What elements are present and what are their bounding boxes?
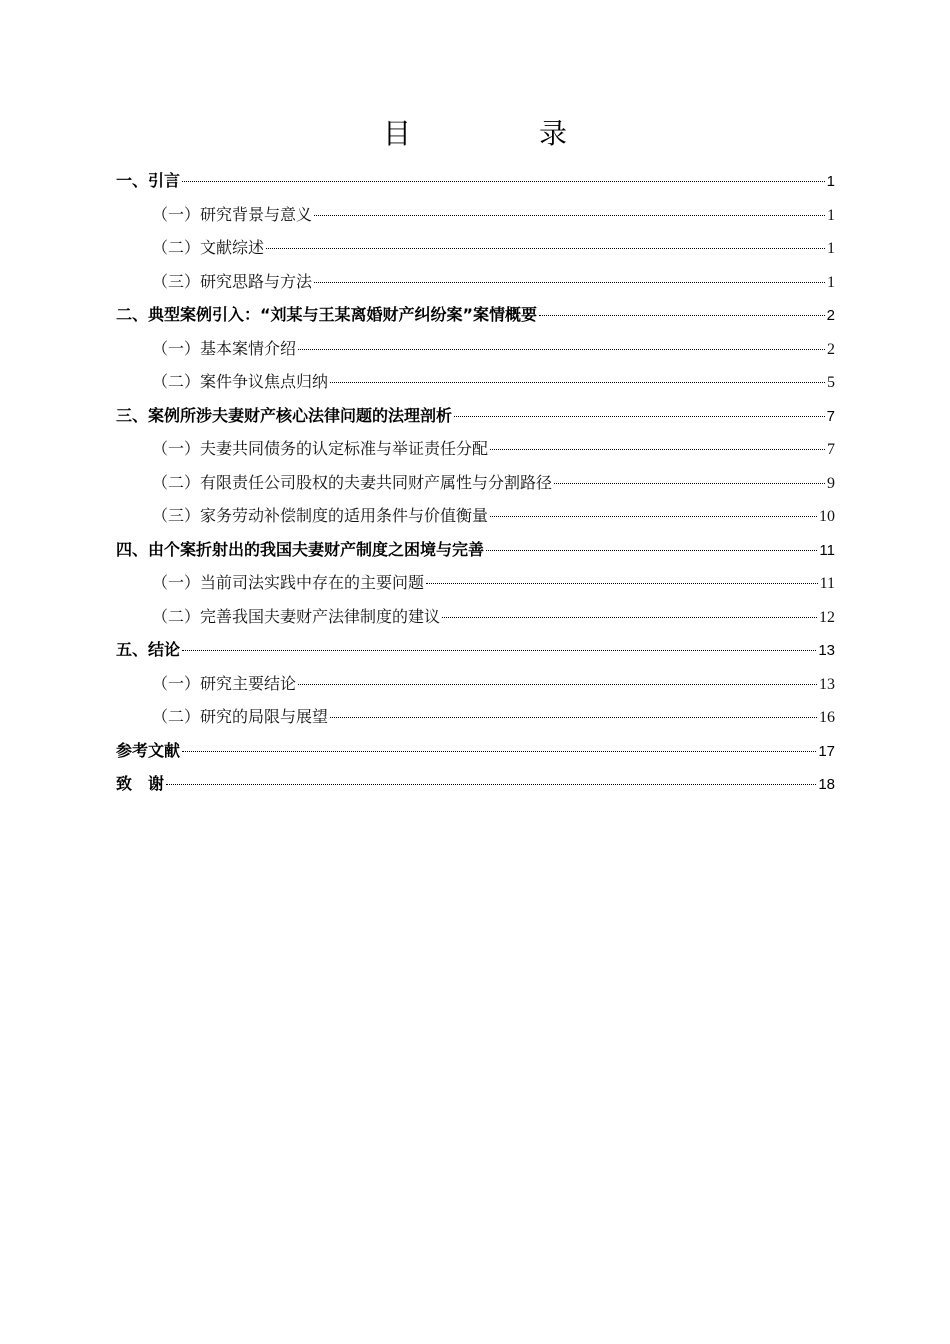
toc-leader-dots xyxy=(298,684,817,685)
toc-entry[interactable] xyxy=(116,566,835,600)
toc-entry-page: 1 xyxy=(826,173,835,190)
toc-entry-label: （三）研究思路与方法 xyxy=(152,271,313,291)
toc-leader-dots xyxy=(330,382,825,383)
toc-leader-dots xyxy=(490,516,817,517)
toc-leader-dots xyxy=(182,181,825,182)
toc-entry[interactable] xyxy=(116,332,835,366)
toc-entry-label: （一）夫妻共同债务的认定标准与举证责任分配 xyxy=(152,439,489,458)
toc-entry-label: 三、案例所涉夫妻财产核心法律问题的法理剖析 xyxy=(116,405,453,425)
toc-entry[interactable] xyxy=(116,198,835,232)
toc-entry-page: 7 xyxy=(826,407,835,425)
toc-entry-page: 12 xyxy=(819,608,835,626)
toc-entry[interactable] xyxy=(116,667,835,701)
toc-entry-label: 致 谢 xyxy=(116,774,165,793)
toc-entry[interactable] xyxy=(116,600,835,634)
toc-entry-label: （二）案件争议焦点归纳 xyxy=(152,372,329,391)
toc-entry-label: （一）研究主要结论 xyxy=(152,673,297,693)
toc-leader-dots xyxy=(486,550,817,551)
toc-leader-dots xyxy=(266,248,825,249)
toc-entry[interactable] xyxy=(116,365,835,399)
toc-entry[interactable] xyxy=(116,265,835,299)
toc-entry[interactable] xyxy=(116,700,835,734)
toc-leader-dots xyxy=(539,315,825,316)
toc-leader-dots xyxy=(314,282,825,283)
toc-list xyxy=(116,164,835,801)
toc-entry[interactable] xyxy=(116,399,835,433)
toc-entry-label: （二）完善我国夫妻财产法律制度的建议 xyxy=(152,606,441,626)
toc-entry-page: 11 xyxy=(819,575,835,592)
toc-entry-label: （二）文献综述 xyxy=(152,238,265,257)
toc-leader-dots xyxy=(182,751,816,752)
toc-leader-dots xyxy=(182,650,816,651)
toc-leader-dots xyxy=(426,583,818,584)
toc-entry-page: 16 xyxy=(819,709,835,726)
toc-entry[interactable] xyxy=(116,432,835,466)
toc-leader-dots xyxy=(442,617,817,618)
toc-entry-label: 参考文献 xyxy=(116,740,181,760)
toc-title: 目 录 xyxy=(382,117,617,150)
toc-leader-dots xyxy=(298,349,825,350)
toc-entry-page: 1 xyxy=(827,240,835,257)
toc-entry[interactable] xyxy=(116,734,835,768)
toc-leader-dots xyxy=(166,784,816,785)
toc-entry[interactable] xyxy=(116,231,835,265)
toc-entry[interactable] xyxy=(116,466,835,500)
toc-entry[interactable] xyxy=(116,298,835,332)
toc-entry-page: 5 xyxy=(827,374,835,391)
toc-entry[interactable] xyxy=(116,633,835,667)
toc-entry-page: 2 xyxy=(826,307,835,324)
toc-entry-page: 18 xyxy=(818,776,835,793)
toc-entry-label: （二）有限责任公司股权的夫妻共同财产属性与分割路径 xyxy=(152,472,553,492)
toc-entry-label: （二）研究的局限与展望 xyxy=(152,707,329,726)
toc-entry-page: 9 xyxy=(827,474,835,492)
toc-entry-label: （三）家务劳动补偿制度的适用条件与价值衡量 xyxy=(152,506,489,525)
toc-entry-label: 四、由个案折射出的我国夫妻财产制度之困境与完善 xyxy=(116,539,485,559)
toc-entry-page: 17 xyxy=(818,742,835,760)
toc-leader-dots xyxy=(490,449,825,450)
toc-entry-page: 13 xyxy=(818,642,835,659)
toc-entry-page: 1 xyxy=(827,273,835,291)
toc-entry-page: 13 xyxy=(819,675,835,693)
toc-entry-page: 2 xyxy=(827,340,835,358)
toc-entry-label: （一）基本案情介绍 xyxy=(152,338,297,358)
toc-leader-dots xyxy=(314,215,825,216)
toc-entry[interactable] xyxy=(116,164,835,198)
toc-entry-label: 一、引言 xyxy=(116,171,181,190)
toc-entry-label: （一）研究背景与意义 xyxy=(152,204,313,224)
toc-entry[interactable] xyxy=(116,499,835,533)
toc-entry-page: 10 xyxy=(819,508,835,525)
toc-entry-label: 五、结论 xyxy=(116,640,181,659)
toc-leader-dots xyxy=(454,416,825,417)
toc-leader-dots xyxy=(554,483,825,484)
toc-entry-page: 1 xyxy=(827,206,835,224)
toc-leader-dots xyxy=(330,717,817,718)
toc-entry-label: （一）当前司法实践中存在的主要问题 xyxy=(152,573,425,592)
toc-entry-label: 二、典型案例引入：“刘某与王某离婚财产纠纷案”案情概要 xyxy=(116,305,538,324)
toc-entry-page: 7 xyxy=(827,441,835,458)
toc-entry[interactable] xyxy=(116,767,835,801)
toc-entry-page: 11 xyxy=(819,541,835,559)
toc-entry[interactable] xyxy=(116,533,835,567)
